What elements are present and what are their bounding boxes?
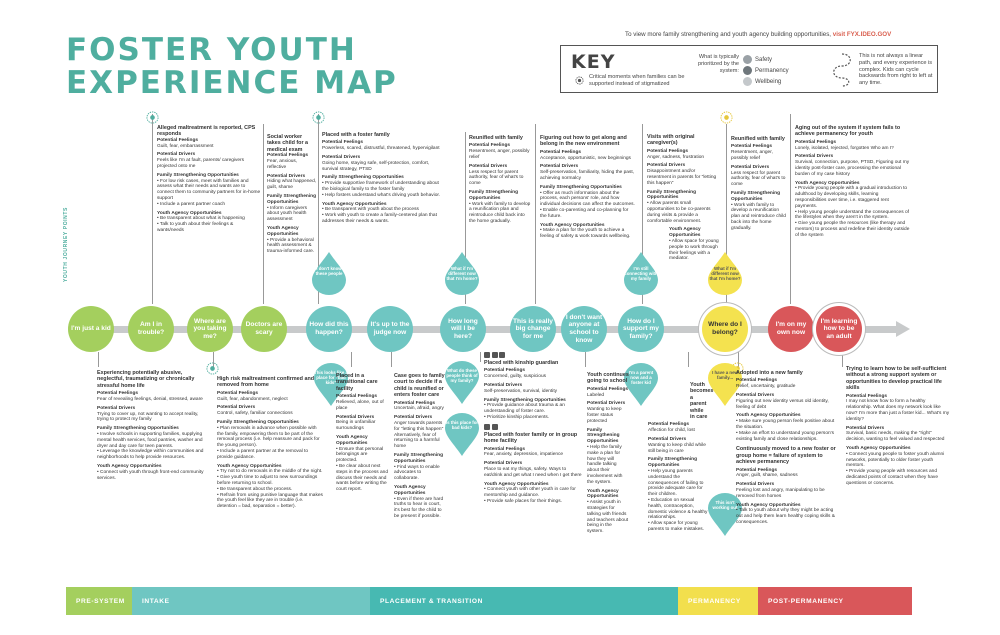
website-link[interactable]: visit FYX.IDEO.GOV bbox=[832, 31, 892, 38]
journey-stop: Doctors are scary bbox=[241, 306, 287, 352]
top-column-new-environment: Figuring out how to get along and belong in the new environment Potential Feelings Acceptance, opportunistic, new beginnings Potential Drivers Self-preservation, familiarity, hiding the past, achieving normalcy Family Strengthening Opportunities • Offer as much information about the process, each persons' role, and how individual decisions can affect the outcomes. • Enable co-parenting and co-planning for the future. Youth Agency Opportunities • Make a plan for the youth to achieve a feeling of safety & work towards wellbeing. bbox=[540, 135, 635, 240]
priority-icons bbox=[484, 424, 582, 430]
critical-moment-icon bbox=[720, 111, 733, 124]
key-need-safety: Safety bbox=[743, 55, 772, 64]
top-column-aging-out: Aging out of the system if system fails to achieve permanency for youth Potential Feelings Lonely, isolated, rejected, forgotten Who am I? Potential Drivers Survival, connection, purpose, PTSD, Figuring out my identity post-foster care, processing the emotional burden of my case history Youth Agency Opportunities • Provide young people with a gradual introduction to adulthood by developing skills, learning responsibilities over time, i.e. staggered rent payments. • Help young people understand the consequences of the lifestyles when they aren't in the system. • Give young people the resources (like therapy and mentors) to process and redefine their identity outside of the system bbox=[795, 125, 910, 238]
stem bbox=[842, 352, 843, 367]
stem bbox=[152, 114, 153, 304]
journey-stop: How did this happen? bbox=[306, 306, 352, 352]
phase-pre-system: PRE-SYSTEM bbox=[66, 587, 132, 615]
critical-moment-drop bbox=[442, 250, 482, 296]
stem bbox=[535, 124, 536, 304]
stem bbox=[585, 352, 586, 367]
permanency-icon bbox=[743, 66, 752, 75]
top-link-text: To view more family strengthening and youth agency building opportunities, bbox=[625, 31, 832, 38]
critical-moment-drop bbox=[309, 250, 349, 296]
timeline-arrow bbox=[896, 321, 910, 337]
bottom-column-adopted: Adopted into a new family Potential Feelings Relief, uncertainty, gratitude Potential Drivers Figuring out new identity versus old identity, feeling of debt Youth Agency Opportunities • Make sure young person feels positive about the situation. • Make an effort to understand young person's existing family and close relationships. Continuously moved to a new foster or group home = failure of system to achieve permanency Potential Feelings Anger, guilt, shame, sadness Potential Drivers Feeling lost and angry, manipulating to be removed from homes Youth Agency Opportunities • Talk to youth about why they might be acting out and help them learn healthy coping skills & consequences. bbox=[736, 370, 836, 525]
key-need-wellbeing: Wellbeing bbox=[743, 77, 781, 86]
phase-post-permanency: POST-PERMANENCY bbox=[758, 587, 912, 615]
top-column-reunified: Reunified with family Potential Feelings Resentment, anger, possibly relief Potential Drivers Less respect for parent authority, fear of what's to come Family Strengthening Opportunities • Work with family to develop a reunification plan and reintroduce child back into the home gradually. bbox=[469, 135, 531, 224]
drop-text: I'm still connecting with my family bbox=[624, 266, 658, 282]
drop-text: Is this place for bad kids? bbox=[445, 420, 479, 431]
title-line-1: FOSTER YOUTH bbox=[66, 32, 357, 68]
drop-text: I'm a parent now and a foster kid bbox=[628, 370, 654, 386]
critical-moment-icon bbox=[312, 111, 325, 124]
bottom-column-transitional: Placed in a transitional care facility Potential Feelings Relieved, alone, out of place Potential Drivers Being in unfamiliar surroundings Youth Agency Opportunities • Ensure that personal belongings are protected. • Be clear about next steps in the process and discuss their needs and wants before writing the court report. bbox=[336, 373, 388, 493]
stem bbox=[98, 352, 99, 367]
key-note: This is not always a linear path, and every experience is complex. Kids can cycle backwards from right to left at any time. bbox=[859, 53, 933, 87]
key-need-permanency: Permanency bbox=[743, 66, 789, 75]
stem bbox=[263, 124, 264, 304]
journey-stop: It's up to the judge now bbox=[367, 306, 413, 352]
permanency-failure-callout: Continuously moved to a new foster or group home = failure of system to achieve permanency bbox=[736, 446, 836, 466]
safety-icon bbox=[484, 424, 490, 430]
critical-moment-icon bbox=[146, 111, 159, 124]
drop-text: I don't know these people bbox=[315, 266, 343, 277]
phase-placement-transition: PLACEMENT & TRANSITION bbox=[370, 587, 678, 615]
journey-label: YOUTH JOURNEY POINTS bbox=[63, 207, 69, 282]
wellbeing-icon bbox=[492, 424, 498, 430]
key-title: KEY bbox=[571, 51, 616, 73]
journey-stop: This is really big change for me bbox=[510, 306, 556, 352]
top-column-visits: Visits with original caregiver(s) Potential Feelings Anger, sadness, frustration Potential Drivers Disappointment and/or resentment in parents for "letting this happen" Family Strengthening Opportunities • Allow parents small opportunities to be co-parents during visits & provide a comfortable environment. Youth Agency Opportunities • Allow space for young people to work through their feelings with a mediator. bbox=[647, 134, 719, 262]
drop-text: What if I'm different now that I'm home? bbox=[446, 266, 478, 282]
bottom-column-removed: High risk maltreatment confirmed and removed from home Potential Feelings Guilt, fear, abandonment, neglect Potential Drivers Control, safety, familiar connections Family Strengthening Opportunities • Plan removals in advance when possible with the family, empowering them to be part of the removal process (i.e. help reassure and pack for the young person). • Include a parent partner at the removal to provide guidance. Youth Agency Opportunities • Try not to do removals in the middle of the night. • Give youth time to adjust to new surroundings before returning to school. • Be transparent about the process. • Refrain from using punitive language that makes the youth feel like they are in trouble (i.e. detention = bad, separation = better). bbox=[217, 376, 323, 510]
journey-stop: Am I in trouble? bbox=[128, 306, 174, 352]
wellbeing-icon bbox=[743, 77, 752, 86]
permanency-icon bbox=[492, 352, 498, 358]
nonlinear-path-icon bbox=[829, 52, 855, 88]
journey-stop: Where are you taking me? bbox=[187, 306, 233, 352]
top-column-medical-exam: Social worker takes child for a medical exam Potential Feelings Fear, anxious, reflective Potential Drivers Hiding what happened, guilt, shame Family Strengthening Opportunities • Inform caregivers about youth health assessment Youth Agency Opportunities • Provide a behavioral health assessment & trauma-informed care. bbox=[267, 134, 317, 255]
journey-stop: I'm on my own now bbox=[768, 306, 814, 352]
journey-stop: I'm learning how to be an adult bbox=[816, 306, 862, 352]
stem bbox=[688, 352, 689, 367]
bottom-column-home-life: Experiencing potentially abusive, neglectful, traumatizing or chronically stressful home life Potential Feelings Fear of revealing feelings, denial, stressed, aware Potential Drivers Trying to cover up, not wanting to accept reality, trying to protect my family Family Strengthening Opportunities • Involve schools in supporting families, supplying mental health services, food pantries, washer and dryer and day care for teen parents. • Leverage the knowledge within communities and neighborhoods to help provide resources. Youth Agency Opportunities • Connect with youth through front-end community services. bbox=[97, 370, 204, 481]
top-column-reunified-2: Reunified with family Potential Feelings Resentment, anger, possibly relief Potential Drivers Less respect for parent authority, fear of what's to come Family Strengthening Opportunities • Work with family to develop a reunification plan and reintroduce child back into the home gradually. bbox=[731, 136, 786, 231]
bottom-column-family-court: Case goes to family court to decide if a child is reunified or enters foster care Potential Feelings Uncertain, afraid, angry Potential Drivers Anger towards parents for "letting this happen" Alternatively, fear of returning to a harmful home Family Strengthening Opportunities • Find ways to enable advocates to collaborate. Youth Agency Opportunities • Even if there are hard truths to hear in court, it's best for the child to be present if possible. bbox=[394, 373, 445, 519]
key-prioritized-text: What is typically prioritized by the system: bbox=[697, 54, 739, 74]
critical-moment-drop bbox=[442, 360, 482, 406]
page-title bbox=[66, 34, 398, 100]
bottom-column-placements: Placed with kinship guardian Potential Feelings Concerned, guilty, suspicious Potential Drivers Self-preservation, survival, identity Family Strengthening Opportunities • Provide guidance about trauma & an understanding of foster care. • Prioritize kinship placements. Placed with foster family or in group home facility Potential Feelings Fear, anxiety, depression, impatience Potential Drivers Place to eat my things, safety. Ways to eat/drink and get what I need when I get there Youth Agency Opportunities • Connect youth with other youth in care for mentorship and guidance. • Provide safe places for their things. bbox=[484, 352, 582, 505]
drop-text: This looks like a place for "bad kids" bbox=[314, 370, 348, 386]
journey-stop: I don't want anyone at school to know bbox=[561, 306, 607, 352]
stem bbox=[351, 352, 352, 367]
bottom-column-young-parent: Youth becomes a parent while in care Potential Feelings Affection for child, lost Potential Drivers Wanting to keep child while still being in care Family Strengthening Opportunities • Help young parents understand the consequences of failing to provide adequate care for their children. • Education on sexual health, contraception, domestic violence & healthy relationships. • Allow space for young parents to make mistakes. bbox=[648, 382, 714, 532]
drop-text: This isn't working out bbox=[712, 500, 738, 511]
critical-moment-icon bbox=[575, 76, 584, 85]
drop-text: I have a new family... bbox=[712, 370, 738, 381]
phase-intake: INTAKE bbox=[132, 587, 370, 615]
journey-stop: I'm just a kid bbox=[68, 306, 114, 352]
key-legend bbox=[560, 45, 938, 93]
wellbeing-icon bbox=[499, 352, 505, 358]
phase-permanency: PERMANENCY bbox=[678, 587, 758, 615]
top-link bbox=[625, 31, 891, 38]
title-line-2: EXPERIENCE MAP bbox=[66, 65, 398, 101]
key-critical-text: Critical moments when families can be supported instead of stigmatized bbox=[589, 74, 685, 87]
journey-stop: Where do I belong? bbox=[702, 306, 748, 352]
safety-icon bbox=[484, 352, 490, 358]
bottom-column-school: Youth continues going to school Potential Feelings Labeled Potential Drivers Wanting to keep foster status protected Family Strengthening Opportunities • Help the family make a plan for how they will handle talking about their involvement with the system. Youth Agency Opportunities • Assist youth in strategies for talking with friends and teachers about being in the system. bbox=[587, 372, 629, 535]
journey-stop: How do I support my family? bbox=[618, 306, 664, 352]
journey-stop: How long will I be here? bbox=[440, 306, 486, 352]
bottom-column-self-sufficient: Trying to learn how to be self-sufficient without a strong support system or opportunities to develop practical life skills Potential Feelings I may not know how to form a healthy relationship. What does my network look like now? I'm more than just a foster kid... What's my identity? Potential Drivers Survival, basic needs, making the "right" decision, wanting to feel valued and respected Youth Agency Opportunities • Connect young people to foster youth alumni networks, potentially to older foster youth mentors. • Provide young people with resources and dedicated points of contact when they have questions or concerns. bbox=[846, 366, 950, 486]
critical-moment-drop bbox=[442, 412, 482, 458]
top-column-reported: Alleged maltreatment is reported, CPS responds Potential Feelings Guilt, fear, embarrassment Potential Drivers Feels like I'm at fault, parents/ caregivers projected onto me Family Strengthening Opportunities • For low risk cases, meet with families and assess what their needs and wants are to connect them to community partners for in-home support • Include a parent partner coach Youth Agency Opportunities • Be transparent about what is happening • Talk to youth about their feelings & wants/needs bbox=[157, 125, 261, 233]
safety-icon bbox=[743, 55, 752, 64]
top-column-foster-family: Placed with a foster family Potential Feelings Powerless, scared, distrustful, threatened, hypervigilant Potential Drivers Going home, staying safe, self-protection, comfort, survival strategy, PTSD Family Strengthening Opportunities • Provide supportive framework of understanding about the biological family to the foster family • Help fosters understand what's driving youth behavior. Youth Agency Opportunities • Be transparent with youth about the process • Work with youth to create a family-centered plan that addresses their needs & wants. bbox=[322, 132, 441, 224]
drop-text: What if I'm different now that I'm home? bbox=[709, 266, 741, 282]
priority-icons bbox=[484, 352, 582, 358]
stem bbox=[391, 352, 392, 367]
drop-text: What do these people think of my family? bbox=[446, 368, 478, 384]
stem bbox=[790, 114, 791, 304]
